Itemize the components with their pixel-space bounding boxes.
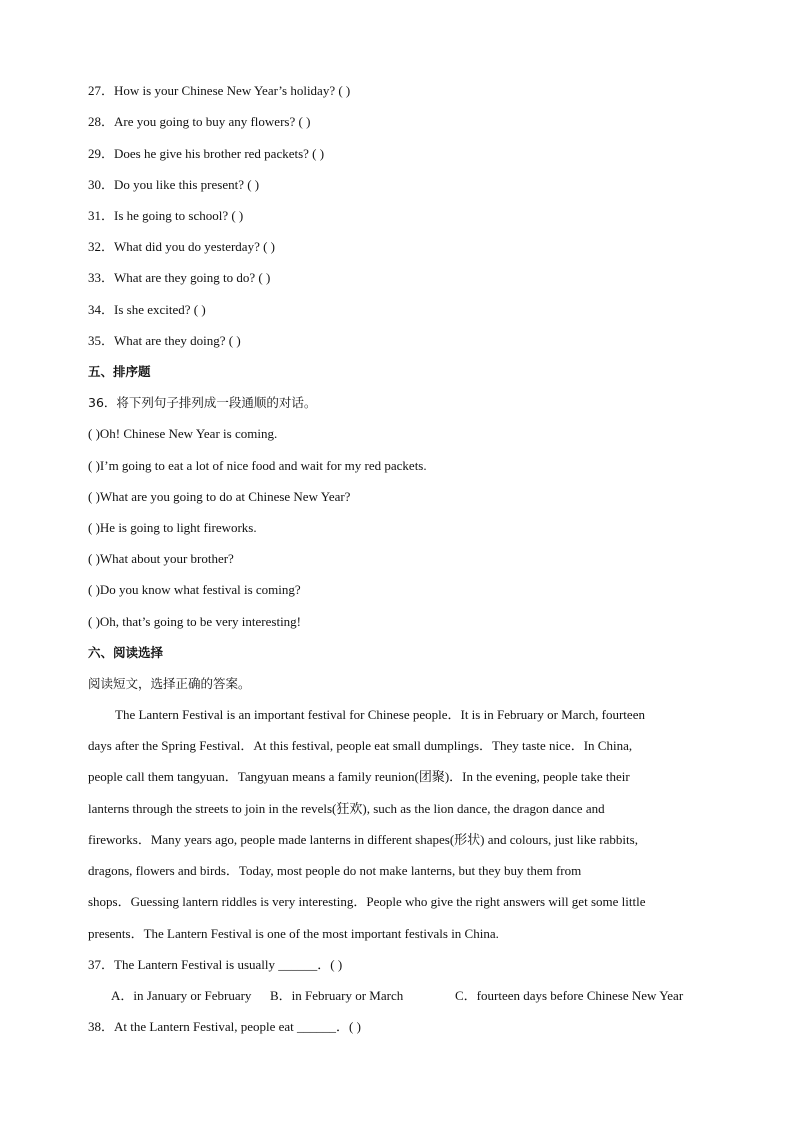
passage-line: The Lantern Festival is an important festival for Chinese people．It is in February or March, fourteen: [115, 707, 645, 722]
ordering-item: ( )Oh! Chinese New Year is coming.: [88, 426, 278, 441]
ordering-item: ( )Oh, that’s going to be very interesting!: [88, 614, 302, 629]
ordering-item: ( )What about your brother?: [88, 551, 234, 566]
passage-line: shops．Guessing lantern riddles is very interesting．People who give the right answers will get some little: [88, 894, 646, 909]
question-34: 34．Is she excited? ( ): [88, 302, 206, 317]
question-33: 33．What are they going to do? ( ): [88, 270, 271, 285]
question-38: 38．At the Lantern Festival, people eat ______．( ): [88, 1019, 361, 1034]
ordering-item: ( )I’m going to eat a lot of nice food and wait for my red packets.: [88, 458, 427, 473]
question-37: 37．The Lantern Festival is usually ______．( ): [88, 957, 343, 972]
question-28: 28．Are you going to buy any flowers? ( ): [88, 114, 311, 129]
question-36-instruction: 36．将下列句子排列成一段通顺的对话。: [88, 395, 317, 410]
passage-line: people call them tangyuan．Tangyuan means a family reunion(团聚)．In the evening, people take their: [88, 769, 630, 784]
passage-line: presents．The Lantern Festival is one of the most important festivals in China.: [88, 926, 499, 941]
question-30: 30．Do you like this present? ( ): [88, 177, 260, 192]
section-6-title: 六、阅读选择: [88, 645, 164, 660]
question-32: 32．What did you do yesterday? ( ): [88, 239, 276, 254]
ordering-item: ( )He is going to light fireworks.: [88, 520, 257, 535]
question-29: 29．Does he give his brother red packets? ( ): [88, 146, 325, 161]
question-37-option-c: C．fourteen days before Chinese New Year: [455, 988, 684, 1003]
passage-line: lanterns through the streets to join in the revels(狂欢), such as the lion dance, the dragon dance and: [88, 801, 605, 816]
passage-line: dragons, flowers and birds．Today, most people do not make lanterns, but they buy them from: [88, 863, 582, 878]
question-31: 31．Is he going to school? ( ): [88, 208, 244, 223]
section-5-title: 五、排序题: [88, 364, 151, 379]
passage-line: fireworks．Many years ago, people made lanterns in different shapes(形状) and colours, just like rabbits,: [88, 832, 638, 847]
ordering-item: ( )What are you going to do at Chinese New Year?: [88, 489, 351, 504]
ordering-item: ( )Do you know what festival is coming?: [88, 582, 301, 597]
question-27: 27．How is your Chinese New Year’s holiday? ( ): [88, 83, 351, 98]
passage-line: days after the Spring Festival．At this festival, people eat small dumplings．They taste nice．In China,: [88, 738, 633, 753]
question-37-option-b: B．in February or March: [270, 988, 404, 1003]
question-37-option-a: A．in January or February: [111, 988, 252, 1003]
question-35: 35．What are they doing? ( ): [88, 333, 241, 348]
reading-instruction: 阅读短文，选择正确的答案。: [88, 676, 251, 691]
